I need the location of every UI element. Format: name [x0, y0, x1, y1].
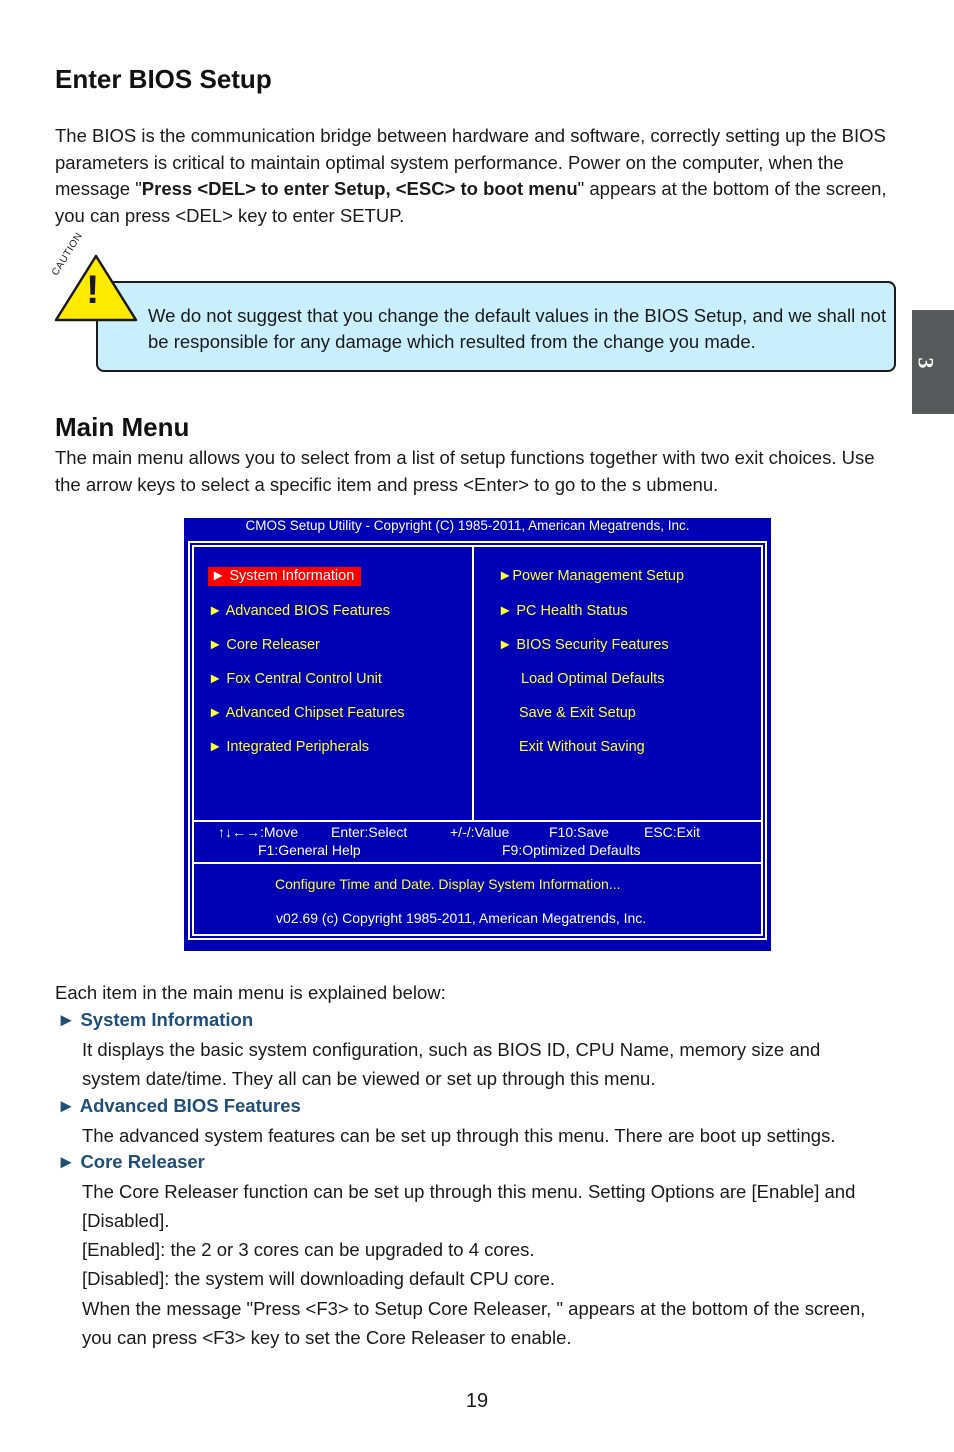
item-desc-system-information: It displays the basic system configuration, such as BIOS ID, CPU Name, memory size and system date/time. They all can be viewed or set up through this menu. — [82, 1039, 821, 1089]
bios-divider-vertical — [472, 545, 474, 820]
chapter-tab — [912, 310, 954, 414]
bios-key-defaults: F9:Optimized Defaults — [502, 842, 641, 858]
para-text: The BIOS is the communication bridge between hardware and software, correctly setting up the BIOS parameters is critical to maintain optimal system performance. Power on the computer, when the message " — [55, 125, 886, 199]
main-menu-paragraph: The main menu allows you to select from a list of setup functions together with two exit choices. Use the arrow keys to select a specific item and press <Enter> to go to the s ubmenu. — [55, 447, 875, 495]
bios-item-load-optimal[interactable]: Load Optimal Defaults — [521, 671, 665, 687]
bios-key-move: ↑↓←→:Move — [218, 824, 299, 840]
bios-key-value: +/-/:Value — [450, 824, 510, 840]
bios-item-bios-security[interactable]: ► BIOS Security Features — [498, 637, 669, 653]
section-title-main-menu: Main Menu — [55, 412, 190, 442]
item-desc-core-releaser-3: [Disabled]: the system will downloading default CPU core. — [82, 1268, 556, 1289]
item-desc-core-releaser-1: The Core Releaser function can be set up through this menu. Setting Options are [Enable] and [Disabled]. — [82, 1181, 856, 1231]
bios-divider-help — [192, 862, 763, 864]
bios-item-core-releaser[interactable]: ► Core Releaser — [208, 637, 320, 653]
bios-divider-keys — [192, 820, 763, 822]
item-head-advanced-bios: ► Advanced BIOS Features — [57, 1095, 301, 1116]
caution-label: CAUTION — [50, 230, 86, 278]
item-head-core-releaser: ► Core Releaser — [57, 1151, 205, 1172]
bios-help-text: Configure Time and Date. Display System Information... — [275, 876, 621, 892]
para-text: " appears at the bottom of the screen, you can press <DEL> key to enter SETUP. — [55, 178, 887, 226]
bios-item-integrated-peripherals[interactable]: ► Integrated Peripherals — [208, 739, 370, 755]
bios-key-exit: ESC:Exit — [644, 824, 701, 840]
bios-item-advanced-chipset[interactable]: ► Advanced Chipset Features — [208, 705, 405, 721]
bios-key-select: Enter:Select — [331, 824, 408, 840]
bios-version-text: v02.69 (c) Copyright 1985-2011, American Megatrends, Inc. — [276, 910, 647, 926]
explain-intro: Each item in the main menu is explained below: — [55, 982, 446, 1003]
bios-item-save-exit[interactable]: Save & Exit Setup — [519, 705, 636, 721]
page-number: 19 — [465, 1390, 489, 1412]
bios-item-exit-without-saving[interactable]: Exit Without Saving — [519, 739, 645, 755]
bios-item-system-information[interactable]: ► System Information — [208, 567, 361, 586]
item-desc-core-releaser-4: When the message "Press <F3> to Setup Core Releaser, " appears at the bottom of the screen, you can press <F3> key to set the Core Releaser to enable. — [82, 1298, 866, 1348]
bios-item-pc-health[interactable]: ► PC Health Status — [498, 603, 628, 619]
bios-item-power-management[interactable]: ►Power Management Setup — [498, 568, 685, 584]
bios-key-help: F1:General Help — [258, 842, 361, 858]
bios-item-fox-central-control[interactable]: ► Fox Central Control Unit — [208, 671, 382, 687]
bios-item-advanced-bios-features[interactable]: ► Advanced BIOS Features — [208, 603, 391, 619]
item-desc-core-releaser-2: [Enabled]: the 2 or 3 cores can be upgraded to 4 cores. — [82, 1239, 535, 1260]
caution-text: We do not suggest that you change the default values in the BIOS Setup, and we shall not be responsible for any damage which resulted from the change you made. — [148, 305, 887, 352]
item-desc-advanced-bios: The advanced system features can be set up through this menu. There are boot up settings. — [82, 1125, 836, 1146]
para-bold-message: Press <DEL> to enter Setup, <ESC> to boot menu — [141, 178, 578, 199]
bios-title: CMOS Setup Utility - Copyright (C) 1985-2011, American Megatrends, Inc. — [245, 518, 690, 533]
enter-setup-paragraph — [55, 123, 905, 229]
caution-mark: ! — [86, 268, 100, 312]
bios-key-save: F10:Save — [549, 824, 609, 840]
item-head-system-information: ► System Information — [57, 1009, 254, 1030]
chapter-number: 3 — [913, 357, 939, 369]
section-title-enter-bios: Enter BIOS Setup — [55, 64, 272, 94]
bios-screen — [184, 518, 771, 951]
